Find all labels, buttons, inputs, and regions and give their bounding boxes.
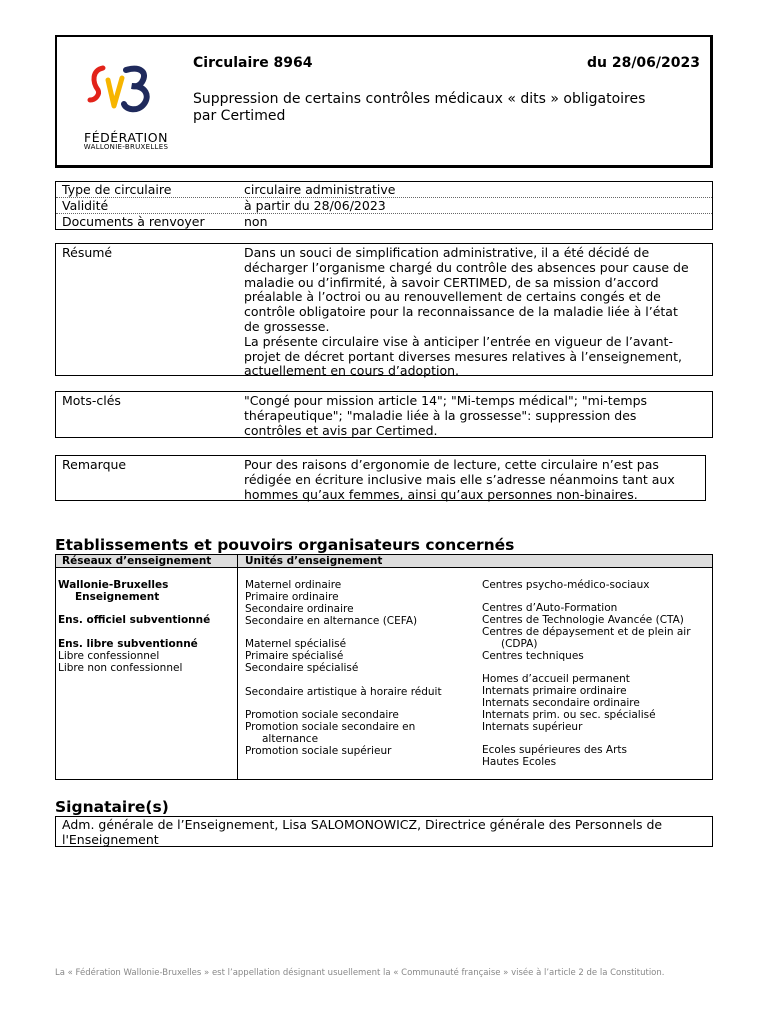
unite-item: Secondaire spécialisé xyxy=(245,662,359,674)
mots-cles-text xyxy=(244,394,669,438)
footer-note: La « Fédération Wallonie-Bruxelles » est l’appellation désignant usuellement la « Communauté française » visée à l’article 2 de la Constitution. xyxy=(55,968,665,978)
mots-cles-line: "Congé pour mission article 14"; "Mi-temps médical"; "mi-temps xyxy=(244,393,648,408)
unite-item: Secondaire en alternance (CEFA) xyxy=(245,615,418,627)
info-value: circulaire administrative xyxy=(244,182,396,197)
autre-item: Centres de Technologie Avancée (CTA) xyxy=(482,614,684,626)
info-table xyxy=(55,181,713,230)
etablissements-title: Etablissements et pouvoirs organisateurs concernés xyxy=(55,536,515,554)
autre-item: Hautes Ecoles xyxy=(482,756,557,768)
circular-number: Circulaire 8964 xyxy=(193,55,313,71)
resume-line: maladie ou d’infirmité, à savoir CERTIMED, de sa mission d’accord xyxy=(244,274,659,290)
resume-box xyxy=(55,243,713,379)
etablissements-table xyxy=(55,554,713,780)
signataires-title: Signataire(s) xyxy=(55,798,169,816)
info-value: à partir du 28/06/2023 xyxy=(244,198,386,213)
mots-cles-box xyxy=(55,391,713,438)
info-value: non xyxy=(244,214,268,229)
autre-item: Ecoles supérieures des Arts xyxy=(482,744,627,756)
mots-cles-line: contrôles et avis par Certimed. xyxy=(244,422,438,438)
autre-item: Centres psycho-médico-sociaux xyxy=(482,579,650,591)
reseau-libre-non-conf: Libre non confessionnel xyxy=(58,662,183,674)
etablissements-header xyxy=(56,555,712,568)
unite-item: Promotion sociale secondaire en xyxy=(245,721,416,733)
info-label: Type de circulaire xyxy=(62,182,172,197)
circular-title-line: Suppression de certains contrôles médicaux « dits » obligatoires xyxy=(193,91,646,107)
resume-line: actuellement en cours d’adoption. xyxy=(244,363,460,379)
unite-item: alternance xyxy=(262,733,319,745)
mots-cles-label: Mots-clés xyxy=(62,393,121,408)
logo-text-wallonie-bruxelles: WALLONIE-BRUXELLES xyxy=(83,143,169,151)
unite-item: Maternel ordinaire xyxy=(245,579,342,591)
signataires-box xyxy=(55,816,713,847)
autre-item: Internats prim. ou sec. spécialisé xyxy=(482,709,656,721)
autre-item: Centres techniques xyxy=(482,650,584,662)
resume-line: préalable à l’octroi ou au renouvellement de certains congés et de xyxy=(244,289,661,305)
reseau-wb: Wallonie-Bruxelles xyxy=(58,579,169,591)
remarque-line: Pour des raisons d’ergonomie de lecture, cette circulaire n’est pas xyxy=(244,457,659,472)
unite-item: Secondaire ordinaire xyxy=(245,603,354,615)
remarque-label: Remarque xyxy=(62,457,127,472)
signataire-line: l'Enseignement xyxy=(62,831,159,847)
autre-item: Internats primaire ordinaire xyxy=(482,685,627,697)
info-row-validite xyxy=(56,198,712,214)
autre-item: Internats secondaire ordinaire xyxy=(482,697,640,709)
unite-item: Promotion sociale secondaire xyxy=(245,709,399,721)
col-header-unites: Unités d’enseignement xyxy=(245,555,383,567)
resume-line: Dans un souci de simplification administrative, il a été décidé de xyxy=(244,245,650,260)
info-label: Documents à renvoyer xyxy=(62,214,205,229)
column-divider xyxy=(237,555,238,779)
circular-date: du 28/06/2023 xyxy=(586,55,700,71)
info-label: Validité xyxy=(62,198,109,213)
resume-line: décharger l’organisme chargé du contrôle des absences pour cause de xyxy=(244,259,689,275)
resume-text xyxy=(244,246,709,379)
autre-item: Centres d’Auto-Formation xyxy=(482,602,618,614)
unite-item: Primaire ordinaire xyxy=(245,591,339,603)
remarque-box xyxy=(55,455,706,501)
autre-item: Centres de dépaysement et de plein air xyxy=(482,626,691,638)
autre-item: (CDPA) xyxy=(501,638,538,650)
autre-item: Homes d’accueil permanent xyxy=(482,673,630,685)
resume-line: contrôle obligatoire pour la reconnaissance de la maladie liée à l’état xyxy=(244,304,678,320)
info-row-type xyxy=(56,182,712,198)
info-row-documents xyxy=(56,214,712,229)
reseau-libre: Ens. libre subventionné xyxy=(58,638,198,650)
resume-line: La présente circulaire vise à anticiper l’entrée en vigueur de l’avant- xyxy=(244,333,673,349)
col-header-reseaux: Réseaux d’enseignement xyxy=(62,555,212,567)
remarque-line: rédigée en écriture inclusive mais elle s’adresse néanmoins tant aux xyxy=(244,471,675,487)
unite-item: Maternel spécialisé xyxy=(245,638,347,650)
reseau-libre-conf: Libre confessionnel xyxy=(58,650,160,662)
resume-line: projet de décret portant diverses mesures relatives à l’enseignement, xyxy=(244,348,682,364)
mots-cles-line: thérapeutique"; "maladie liée à la grossesse": suppression des xyxy=(244,407,637,423)
reseau-wb-line2: Enseignement xyxy=(75,591,160,603)
unite-item: Primaire spécialisé xyxy=(245,650,344,662)
resume-label: Résumé xyxy=(62,245,113,260)
unite-item: Secondaire artistique à horaire réduit xyxy=(245,686,442,698)
reseau-officiel: Ens. officiel subventionné xyxy=(58,614,211,626)
unite-item: Promotion sociale supérieur xyxy=(245,745,392,757)
remarque-text xyxy=(244,458,699,502)
circular-title-line: par Certimed xyxy=(193,108,286,124)
circular-title xyxy=(193,91,708,125)
autre-item: Internats supérieur xyxy=(482,721,583,733)
remarque-line: hommes qu’aux femmes, ainsi qu’aux personnes non-binaires. xyxy=(244,486,638,502)
resume-line: de grossesse. xyxy=(244,318,330,334)
signataire-line: Adm. générale de l’Enseignement, Lisa SALOMONOWICZ, Directrice générale des Personnels de xyxy=(62,817,663,832)
logo-text-federation: FÉDÉRATION xyxy=(84,130,168,145)
